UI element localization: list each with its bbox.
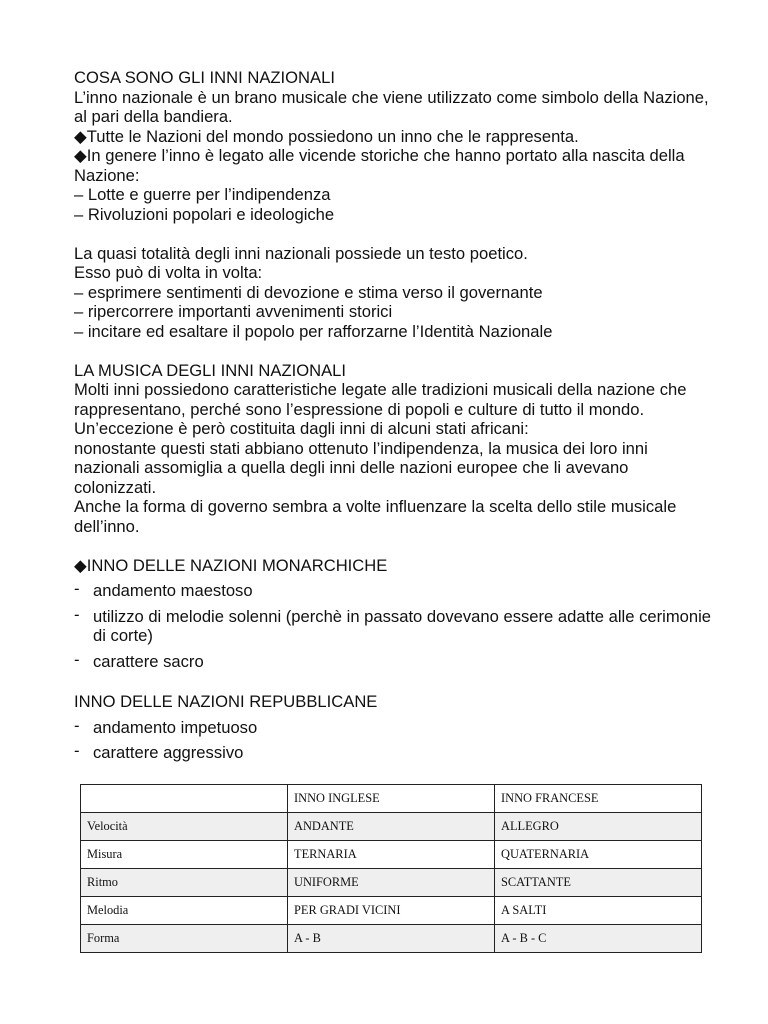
list-item: [74, 715, 714, 738]
table-cell: Velocità: [81, 813, 288, 841]
table-row: [81, 925, 702, 953]
republican-list: [74, 715, 714, 763]
list-item-text: carattere aggressivo: [93, 743, 244, 762]
dash-marker: -: [74, 715, 80, 735]
dash-marker: -: [74, 741, 80, 760]
table-header-cell: INNO INGLESE: [288, 785, 495, 813]
table-header-cell: [81, 785, 288, 813]
table-cell: Melodia: [81, 897, 288, 925]
list-item-text: utilizzo di melodie solenni (perchè in passato dovevano essere adatte alle cerimonie di corte): [93, 606, 712, 645]
dash-item: – esprimere sentimenti di devozione e stima verso il governante: [74, 282, 543, 302]
table-cell: UNIFORME: [288, 869, 495, 897]
table-row: [81, 897, 702, 925]
list-item: [74, 604, 714, 646]
list-item-text: andamento maestoso: [93, 581, 253, 600]
table-cell: ANDANTE: [288, 813, 495, 841]
music-paragraph: Un’eccezione è però costituita dagli inni di alcuni stati africani:: [74, 419, 529, 438]
dash-marker: -: [74, 604, 80, 624]
table-cell: A - B - C: [495, 925, 702, 953]
table-cell: Misura: [81, 841, 288, 869]
monarchic-list: [74, 581, 714, 671]
table-row: [81, 813, 702, 841]
dash-item: – ripercorrere importanti avvenimenti storici: [74, 302, 393, 321]
spacer: [74, 536, 714, 556]
table-header-row: [81, 785, 702, 813]
poetic-text-paragraph: La quasi totalità degli inni nazionali possiede un testo poetico.: [74, 243, 528, 263]
poetic-text-paragraph: Esso può di volta in volta:: [74, 263, 263, 282]
table-cell: Forma: [81, 925, 288, 953]
table-cell: Ritmo: [81, 869, 288, 897]
bullet-point: ◆In genere l’inno è legato alle vicende storiche che hanno portato alla nascita della Nazione:: [74, 146, 685, 185]
table-row: [81, 869, 702, 897]
table-cell: ALLEGRO: [495, 813, 702, 841]
spacer: [74, 341, 714, 361]
dash-marker: -: [74, 579, 80, 598]
list-item: [74, 743, 714, 763]
table-cell: A SALTI: [495, 897, 702, 925]
spacer: [74, 677, 714, 692]
dash-item: – incitare ed esaltare il popolo per rafforzarne l’Identità Nazionale: [74, 321, 553, 341]
monarchic-title: ◆INNO DELLE NAZIONI MONARCHICHE: [74, 555, 388, 575]
music-paragraph: nonostante questi stati abbiano ottenuto l’indipendenza, la musica dei loro inni nazionali assomiglia a quella degli inni delle nazioni europee che li avevano colonizzati.: [74, 438, 648, 497]
section-title-music: LA MUSICA DEGLI INNI NAZIONALI: [74, 360, 347, 380]
document-body: [74, 68, 714, 769]
list-item: [74, 649, 714, 672]
table-cell: PER GRADI VICINI: [288, 897, 495, 925]
dash-item: – Rivoluzioni popolari e ideologiche: [74, 204, 335, 224]
table-row: [81, 841, 702, 869]
table-cell: QUATERNARIA: [495, 841, 702, 869]
section-title-what-are-anthems: COSA SONO GLI INNI NAZIONALI: [74, 68, 335, 87]
spacer: [74, 224, 714, 244]
republican-title: INNO DELLE NAZIONI REPUBBLICANE: [74, 692, 378, 711]
bullet-point: ◆Tutte le Nazioni del mondo possiedono un inno che le rappresenta.: [74, 126, 579, 146]
music-paragraph: Molti inni possiedono caratteristiche legate alle tradizioni musicali della nazione che rappresentano, perché sono l’espressione di popoli e culture di tutto il mondo.: [74, 380, 687, 419]
comparison-table: [80, 784, 702, 953]
music-paragraph: Anche la forma di governo sembra a volte influenzare la scelta dello stile musicale dell’inno.: [74, 497, 677, 536]
table-cell: SCATTANTE: [495, 869, 702, 897]
dash-item: – Lotte e guerre per l’indipendenza: [74, 185, 331, 204]
intro-paragraph: L’inno nazionale è un brano musicale che viene utilizzato come simbolo della Nazione, al pari della bandiera.: [74, 87, 709, 126]
dash-marker: -: [74, 649, 80, 669]
table-cell: TERNARIA: [288, 841, 495, 869]
list-item: [74, 581, 714, 601]
list-item-text: carattere sacro: [93, 651, 204, 671]
list-item-text: andamento impetuoso: [93, 717, 258, 737]
table-cell: A - B: [288, 925, 495, 953]
table-header-cell: INNO FRANCESE: [495, 785, 702, 813]
